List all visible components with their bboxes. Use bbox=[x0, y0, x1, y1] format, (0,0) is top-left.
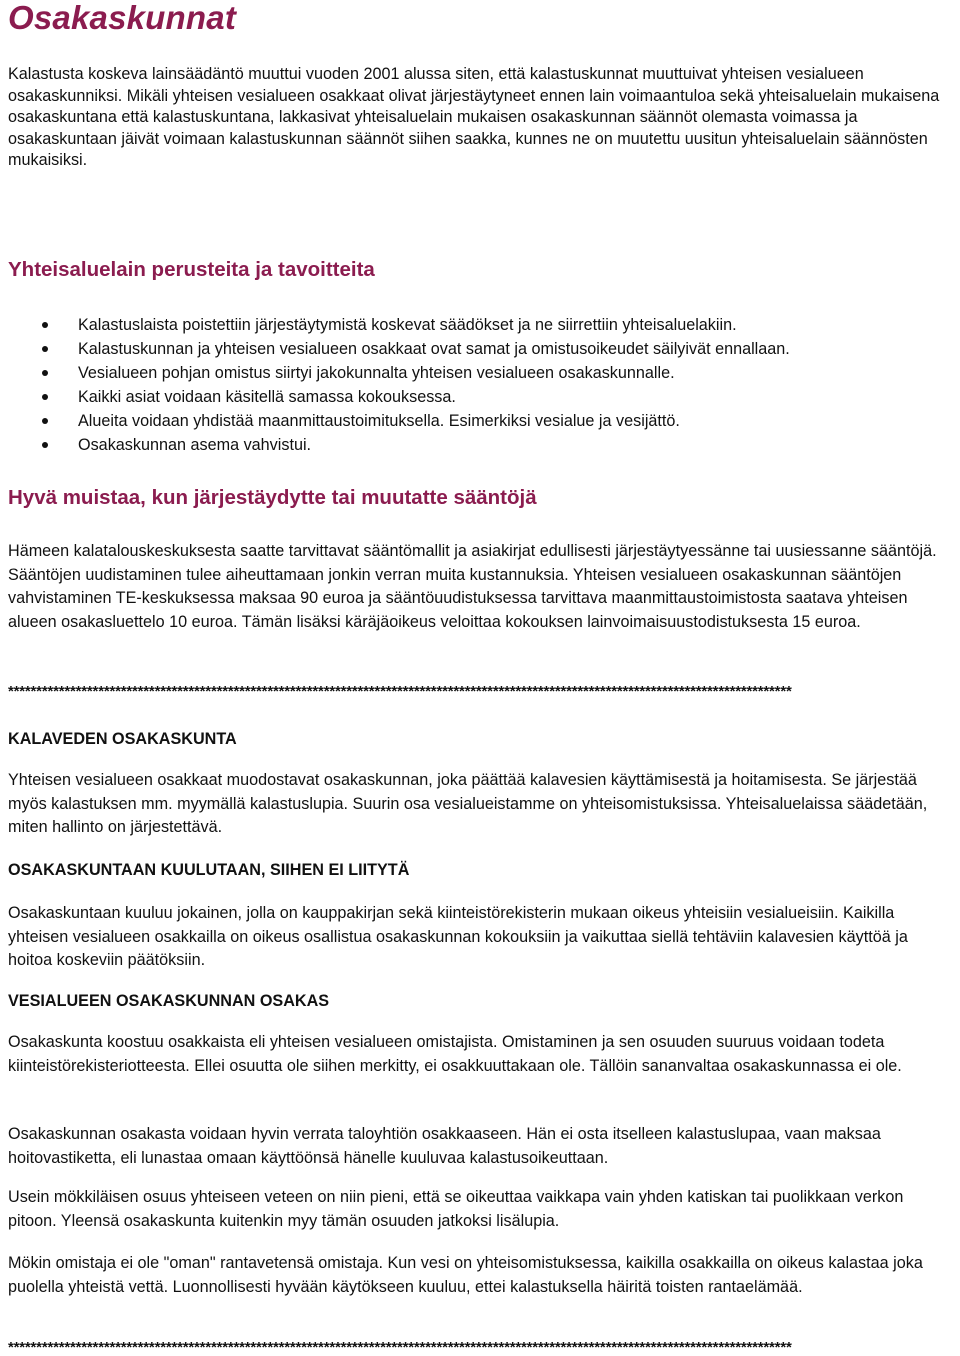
heading-shareholder: VESIALUEEN OSAKASKUNNAN OSAKAS bbox=[8, 992, 330, 1010]
shareholder-paragraph-1: Osakaskunta koostuu osakkaista eli yhteisen vesialueen omistajista. Omistaminen ja sen osuuden suuruus voidaan todeta kiinteistörekisteriotteesta. Ellei osuutta ole siihen merkitty, ei osakkuuttakaan ole. Tällöin sananvaltaa osakaskunnassa ei ole. bbox=[8, 1033, 902, 1075]
list-item: Alueita voidaan yhdistää maanmittaustoimituksella. Esimerkiksi vesialue ja vesijättö. bbox=[8, 409, 952, 433]
shareholder-paragraph-3: Usein mökkiläisen osuus yhteiseen veteen on niin pieni, että se oikeuttaa vaikkapa vain yhden katiskan tai puolikkaan verkon pitoon. Yleensä osakaskunta kuitenkin myy tämän osuuden jatkoksi lisälupia. bbox=[8, 1188, 904, 1230]
principles-list bbox=[8, 313, 952, 457]
page-title: Osakaskunnat bbox=[8, 0, 237, 36]
section-heading-principles: Yhteisaluelain perusteita ja tavoitteita bbox=[8, 258, 375, 281]
section-heading-reminder: Hyvä muistaa, kun järjestäydytte tai muutatte sääntöjä bbox=[8, 486, 537, 509]
separator-line-bottom: ******************************************************************************************************************************************* bbox=[8, 1340, 792, 1356]
list-item: Kaikki asiat voidaan käsitellä samassa kokouksessa. bbox=[8, 385, 952, 409]
heading-membership: OSAKASKUNTAAN KUULUTAAN, SIIHEN EI LIITYTÄ bbox=[8, 861, 410, 879]
shareholder-paragraph-4: Mökin omistaja ei ole "oman" rantavetensä omistaja. Kun vesi on yhteisomistuksessa, kaikilla osakkailla on oikeus kalastaa joka puolella yhteistä vettä. Luonnollisesti hyvään käytökseen kuuluu, ettei kalastuksella häiritä toisten rantaelämää. bbox=[8, 1254, 923, 1296]
list-item: Kalastuskunnan ja yhteisen vesialueen osakkaat ovat samat ja omistusoikeudet säilyivät ennallaan. bbox=[8, 337, 952, 361]
intro-paragraph: Kalastusta koskeva lainsäädäntö muuttui vuoden 2001 alussa siten, että kalastuskunnat muuttuivat yhteisen vesialueen osakaskunniksi. Mikäli yhteisen vesialueen osakkaat olivat järjestäytyneet ennen lain voimaantuloa sekä yhteisaluelain mukaisena osakaskuntana että kalastuskuntana, lakkasivat yhteisaluelain mukaisen osakaskunnan säännöt olemasta voimassa ja osakaskuntaan jäivät voimaan kalastuskunnan säännöt siihen saakka, kunnes ne on muutettu uusitun yhteisaluelain säännösten mukaisiksi. bbox=[8, 65, 940, 170]
shareholder-paragraph-2: Osakaskunnan osakasta voidaan hyvin verrata taloyhtiön osakkaaseen. Hän ei osta itselleen kalastuslupaa, vaan maksaa hoitovastiketta, eli lunastaa omaan käyttöönsä hänelle kuuluvaa kalastusoikeuttaan. bbox=[8, 1125, 881, 1167]
reminder-paragraph: Hämeen kalatalouskeskuksesta saatte tarvittavat sääntömallit ja asiakirjat edullisesti järjestäytyessänne tai uusiessanne sääntöjä. Sääntöjen uudistaminen tulee aiheuttamaan jonkin verran muita kustannuksia. Yhteisen vesialueen osakaskunnan sääntöjen vahvistaminen TE-keskuksessa maksaa 90 euroa ja sääntöuudistuksessa tarvittava maanmittaustoimistosta saatava yhteisen alueen osakasluettelo 10 euroa. Tämän lisäksi käräjäoikeus veloittaa kokouksen lainvoimaisuustodistuksesta 15 euroa. bbox=[8, 542, 937, 631]
list-item: Vesialueen pohjan omistus siirtyi jakokunnalta yhteisen vesialueen osakaskunnalle. bbox=[8, 361, 952, 385]
separator-line: ******************************************************************************************************************************************* bbox=[8, 684, 792, 700]
list-item: Kalastuslaista poistettiin järjestäytymistä koskevat säädökset ja ne siirrettiin yhteisaluelakiin. bbox=[8, 313, 952, 337]
membership-paragraph: Osakaskuntaan kuuluu jokainen, jolla on kauppakirjan sekä kiinteistörekisterin mukaan oikeus yhteisiin vesialueisiin. Kaikilla yhteisen vesialueen osakkailla on oikeus osallistua osakaskunnan kokouksiin ja vaikuttaa siellä tehtäviin kalavesien käyttöä ja hoitoa koskeviin päätöksiin. bbox=[8, 904, 908, 970]
kalaveden-paragraph: Yhteisen vesialueen osakkaat muodostavat osakaskunnan, joka päättää kalavesien käyttämisestä ja hoitamisesta. Se järjestää myös kalastuksen mm. myymällä kalastuslupia. Suurin osa vesialueistamme on yhteisomistuksissa. Yhteisaluelaissa säädetään, miten hallinto on järjestettävä. bbox=[8, 771, 928, 837]
heading-kalaveden-osakaskunta: KALAVEDEN OSAKASKUNTA bbox=[8, 730, 237, 748]
list-item: Osakaskunnan asema vahvistui. bbox=[8, 433, 952, 457]
